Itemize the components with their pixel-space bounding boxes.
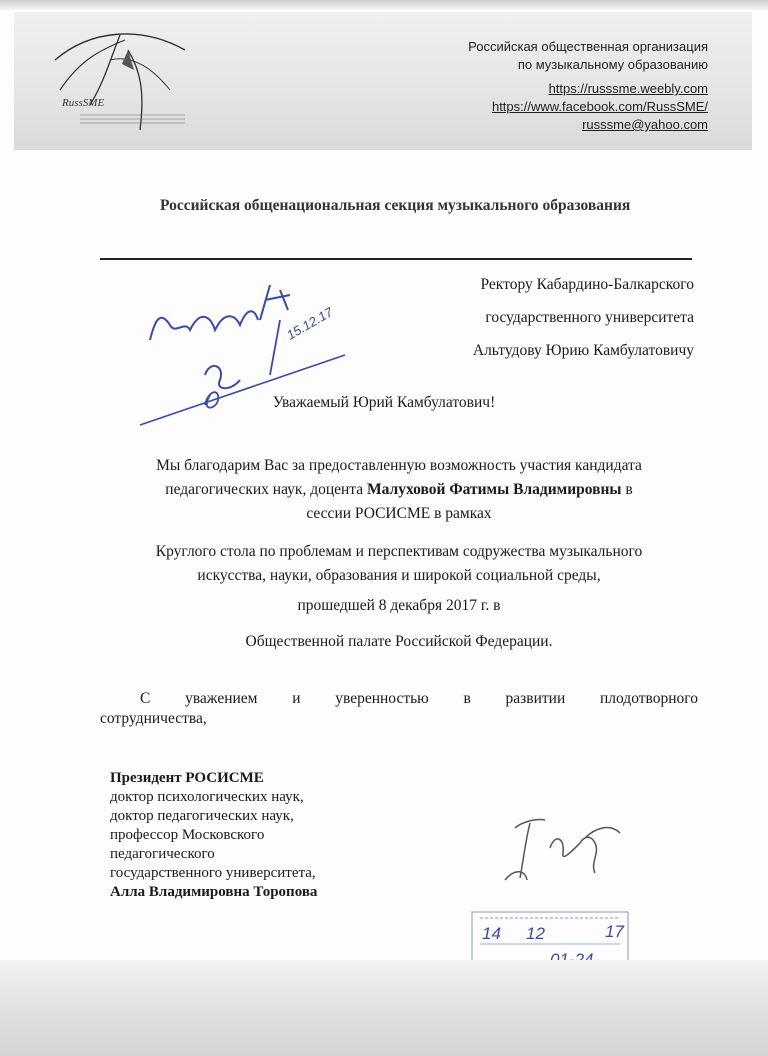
signatory-title: Президент РОСИСМЕ (110, 770, 264, 786)
stamp-year: 17 (605, 922, 624, 941)
svg-text:15.12.17: 15.12.17 (284, 304, 336, 343)
section-title: Российская общенациональная секция музыкального образования (160, 197, 631, 214)
scan-edge-top (0, 0, 768, 10)
addressee-block (473, 268, 694, 367)
scan-edge-bottom (0, 960, 768, 1056)
stamp-month: 12 (526, 924, 545, 943)
signatory-degree-1: доктор психологических наук, (110, 789, 304, 805)
addressee-line2: государственного университета (485, 309, 694, 326)
body-line: Круглого стола по проблемам и перспективам содружества музыкального (155, 543, 643, 560)
body-paragraph-2 (100, 540, 698, 588)
addressee-line1: Ректору Кабардино-Балкарского (480, 276, 694, 293)
candidate-name: Малуховой Фатимы Владимировны (367, 481, 622, 498)
stamp-day: 14 (482, 924, 501, 943)
org-contacts (468, 38, 708, 134)
divider-line (100, 258, 692, 260)
closing-line-end: сотрудничества, (100, 710, 207, 727)
body-line: искусства, науки, образования и широкой социальной среды, (197, 567, 601, 584)
closing-line: С уважением и уверенностью в развитии плодотворного (140, 690, 698, 707)
body-paragraph-1 (100, 454, 698, 526)
org-name-line2: по музыкальному образованию (517, 57, 708, 72)
signatory-position-1: профессор Московского (110, 827, 265, 843)
org-name-line1: Российская общественная организация (468, 39, 708, 54)
signatory-position-2: педагогического (110, 846, 215, 862)
signatory-block (110, 769, 317, 902)
body-line: Мы благодарим Вас за предоставленную возможность участия кандидата (156, 457, 642, 474)
body-text: педагогических наук, доцента (165, 481, 368, 498)
signatory-position-3: государственного университета, (110, 865, 316, 881)
website-link[interactable]: https://russsme.weebly.com (548, 81, 708, 96)
body-line: сессии РОСИСМЕ в рамках (306, 505, 492, 522)
facebook-link[interactable]: https://www.facebook.com/RussSME/ (491, 99, 708, 114)
logo-text: RussSME (62, 97, 105, 109)
body-text: в (621, 481, 633, 498)
body-line (100, 478, 698, 502)
body-paragraph-4: Общественной палате Российской Федерации. (245, 633, 553, 650)
signatory-degree-2: доктор педагогических наук, (110, 808, 294, 824)
signature-image (495, 808, 635, 888)
greeting: Уважаемый Юрий Камбулатович! (272, 394, 496, 411)
rosisme-logo (50, 20, 190, 140)
email-link[interactable]: russsme@yahoo.com (582, 117, 708, 132)
addressee-line3: Альтудову Юрию Камбулатовичу (472, 342, 694, 359)
body-paragraph-3: прошедшей 8 декабря 2017 г. в (297, 597, 501, 614)
signatory-name: Алла Владимировна Торопова (110, 884, 318, 900)
